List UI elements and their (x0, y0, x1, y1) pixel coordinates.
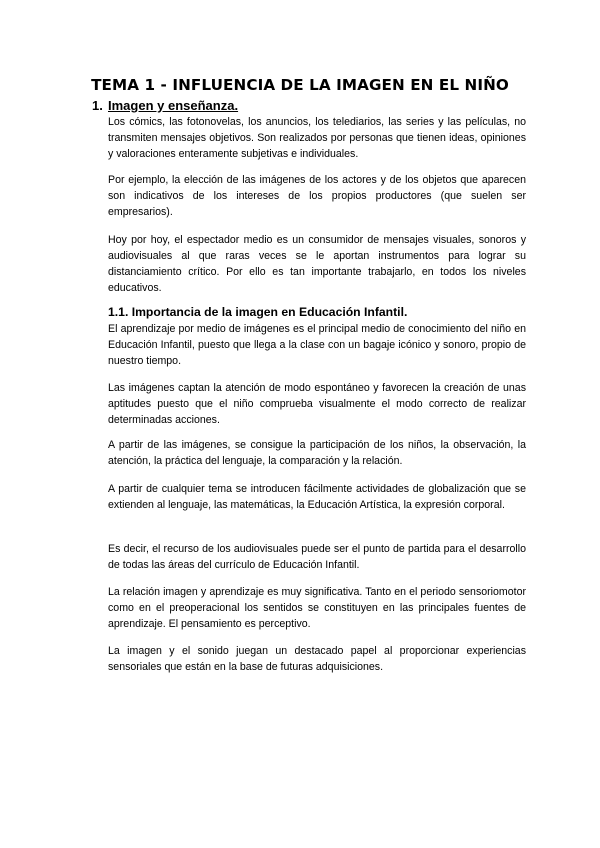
paragraph: La relación imagen y aprendizaje es muy significativa. Tanto en el periodo sensoriomotor como en el preoperacional los sentidos se constituyen en las principales fuentes de aprendizaje. El pensamiento es perceptivo. (108, 586, 526, 630)
section-heading-imagen-ensenanza (92, 98, 238, 113)
paragraph: Es decir, el recurso de los audiovisuales puede ser el punto de partida para el desarrollo de todas las áreas del currículo de Educación Infantil. (108, 543, 526, 571)
section-number: 1. (92, 98, 103, 113)
paragraph: La imagen y el sonido juegan un destacado papel al proporcionar experiencias sensoriales que están en la base de futuras adquisiciones. (108, 645, 526, 673)
paragraph: Por ejemplo, la elección de las imágenes de los actores y de los objetos que aparecen son indicativos de los intereses de los propios productores (que suelen ser empresarios). (108, 174, 526, 218)
paragraph: A partir de cualquier tema se introducen fácilmente actividades de globalización que se extienden al lenguaje, las matemáticas, la Educación Artística, la expresión corporal. (108, 483, 526, 511)
section-heading-text: Imagen y enseñanza. (108, 98, 239, 113)
paragraph: Hoy por hoy, el espectador medio es un consumidor de mensajes visuales, sonoros y audiovisuales al que raras veces se le aportan instrumentos para lograr su distanciamiento crítico. Por ello es tan importante trabajarlo, en todos los niveles educativos. (108, 234, 526, 294)
paragraph: A partir de las imágenes, se consigue la participación de los niños, la observación, la atención, la práctica del lenguaje, la comparación y la relación. (108, 439, 526, 467)
paragraph: El aprendizaje por medio de imágenes es el principal medio de conocimiento del niño en Educación Infantil, puesto que llega a la clase con un bagaje icónico y sonoro, propio de nuestro tiempo. (108, 323, 526, 367)
subsection-heading-importancia-imagen: 1.1. Importancia de la imagen en Educación Infantil. (108, 305, 408, 319)
paragraph: Las imágenes captan la atención de modo espontáneo y favorecen la creación de unas aptitudes puesto que el niño comprueba visualmente el modo correcto de realizar determinadas acciones. (108, 382, 526, 426)
paragraph: Los cómics, las fotonovelas, los anuncios, los telediarios, las series y las películas, no transmiten mensajes objetivos. Son realizados por personas que tienen ideas, opiniones y valoraciones enteramente subjetivas e individuales. (108, 116, 526, 160)
document-title: TEMA 1 - INFLUENCIA DE LA IMAGEN EN EL NIÑO (91, 76, 509, 94)
